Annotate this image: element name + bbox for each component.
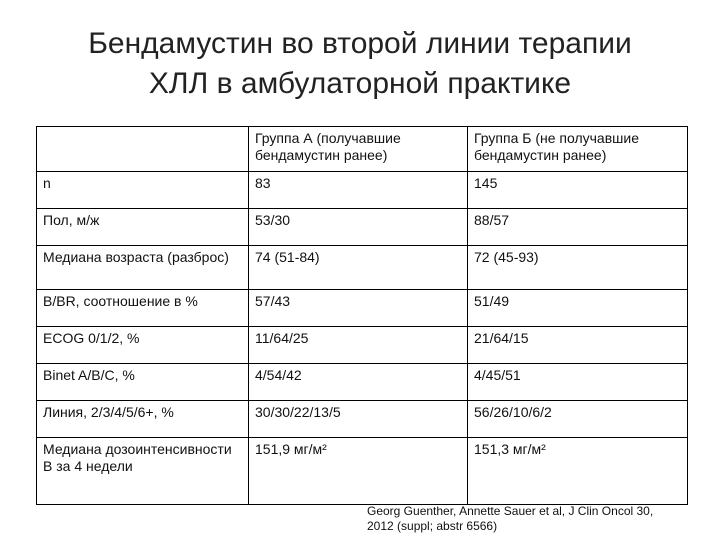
slide-title	[0, 24, 720, 104]
header-cell-group-a: Группа А (получавшие бендамустин ранее)	[249, 127, 468, 172]
group-b-value: 151,3 мг/м²	[468, 438, 688, 505]
group-b-value: 88/57	[468, 209, 688, 246]
row-label: Линия, 2/3/4/5/6+, %	[37, 401, 249, 438]
group-b-value: 72 (45-93)	[468, 246, 688, 290]
citation-line-1: Georg Guenther, Annette Sauer et al, J Clin Oncol 30,	[367, 504, 654, 518]
group-b-value: 21/64/15	[468, 327, 688, 364]
row-label: ECOG 0/1/2, %	[37, 327, 249, 364]
row-label: Binet A/B/C, %	[37, 364, 249, 401]
row-label: n	[37, 172, 249, 209]
group-a-value: 30/30/22/13/5	[249, 401, 468, 438]
row-label: Пол, м/ж	[37, 209, 249, 246]
slide-title-line-1: Бендамустин во второй линии терапии	[88, 27, 632, 60]
group-a-value: 74 (51-84)	[249, 246, 468, 290]
group-b-value: 51/49	[468, 290, 688, 327]
group-a-value: 83	[249, 172, 468, 209]
group-b-value: 145	[468, 172, 688, 209]
group-b-value: 4/45/51	[468, 364, 688, 401]
table-row	[37, 172, 688, 209]
citation-line-2: 2012 (suppl; abstr 6566)	[367, 519, 498, 533]
table-header-row	[37, 127, 688, 172]
slide-title-line-2: ХЛЛ в амбулаторной практике	[148, 67, 572, 100]
table-row	[37, 209, 688, 246]
group-a-value: 57/43	[249, 290, 468, 327]
comparison-table	[36, 126, 688, 505]
table-row	[37, 327, 688, 364]
group-a-value: 11/64/25	[249, 327, 468, 364]
group-a-value: 151,9 мг/м²	[249, 438, 468, 505]
table-row	[37, 290, 688, 327]
row-label: Медиана дозоинтенсивности B за 4 недели	[37, 438, 249, 505]
table-row	[37, 401, 688, 438]
row-label: B/BR, соотношение в %	[37, 290, 249, 327]
table-row	[37, 438, 688, 505]
row-label: Медиана возраста (разброс)	[37, 246, 249, 290]
header-cell-empty	[37, 127, 249, 172]
group-b-value: 56/26/10/6/2	[468, 401, 688, 438]
group-a-value: 53/30	[249, 209, 468, 246]
group-a-value: 4/54/42	[249, 364, 468, 401]
header-cell-group-b: Группа Б (не получавшие бендамустин ранее)	[468, 127, 688, 172]
table-row	[37, 246, 688, 290]
table-row	[37, 364, 688, 401]
citation	[367, 504, 712, 534]
